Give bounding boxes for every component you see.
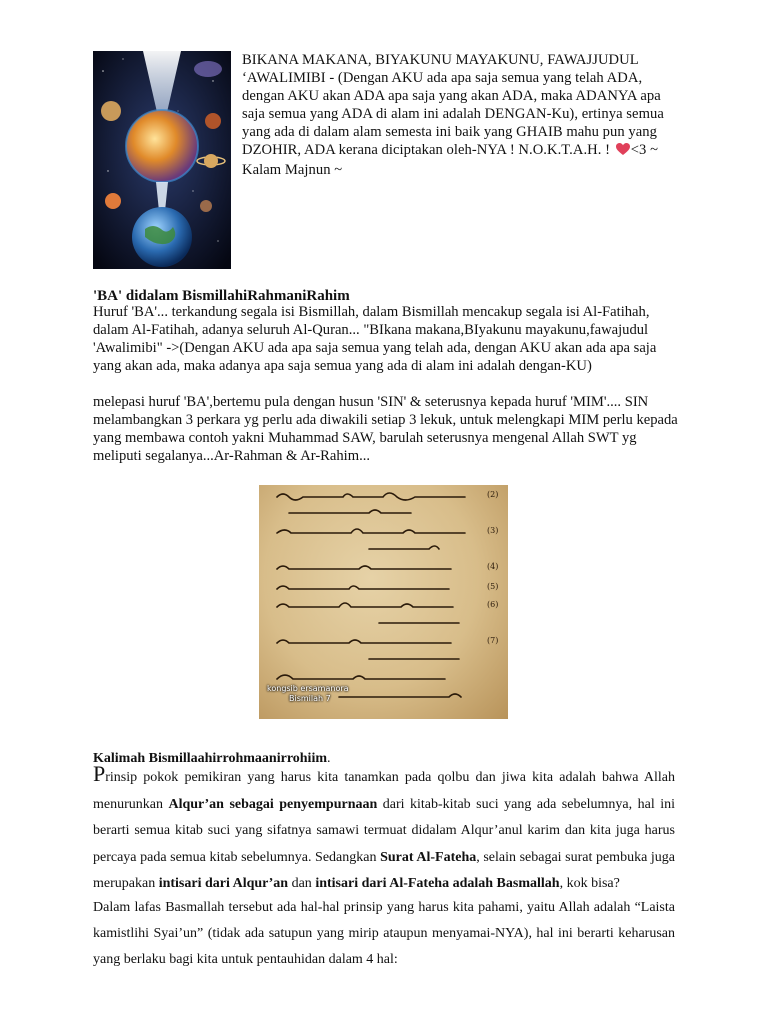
image-caption-line-1: kongsib ersamanora (267, 684, 349, 693)
image-caption (267, 684, 397, 704)
k-p1-h: intisari dari Al-Fateha adalah Basmallah (315, 876, 560, 891)
k-p1-d: Surat Al-Fateha (380, 849, 477, 865)
verse-number-5: (5) (487, 582, 499, 591)
k-p1-e: , selain sebagai surat pembuka juga merupakan (93, 849, 675, 891)
intro-paragraph (242, 51, 682, 179)
verse-number-7: (7) (487, 636, 499, 645)
ba-section-body (93, 303, 688, 465)
dropcap-letter: P (93, 761, 106, 786)
kalimah-heading-suffix: . (327, 751, 331, 766)
kalimah-paragraph-2: Dalam lafas Basmallah tersebut ada hal-hal prinsip yang harus kita pahami, yaitu Allah adalah “Laista kamistlihi Syai’un” (tidak ada satupun yang mirip ataupun menyamai-NYA), hal ini berarti keharusan yang berlaku bagi kita untuk pentauhidan dalam 4 hal: (93, 899, 675, 967)
intro-signature: <3 ~ Kalam Majnun ~ (242, 142, 659, 178)
kalimah-heading-text: Kalimah Bismillaahirrohmaanirrohiim (93, 751, 328, 766)
k-p1-i: , kok bisa? (559, 876, 620, 891)
k-p1-c: dari kitab-kitab suci yang ada sebelumnya, hal ini berarti semua kitab suci yang sifatnya samawi termuat didalam Alqur’anul karim dan kita juga harus percaya pada semua kitab sebelumnya. Sedangkan (93, 796, 675, 865)
image-caption-line-2: Bismilah 7 (289, 694, 331, 703)
ba-paragraph-1: Huruf 'BA'... terkandung segala isi Bismillah, dalam Bismillah mencakup segala isi Al-Fatihah, dalam Al-Fatihah, adanya seluruh Al-Quran... "BIkana makana,BIyakunu mayakunu,fawajudul 'Awalimibi" ->(Dengan AKU ada apa saja semua yang telah ada, dengan AKU akan ada apa saja yang akan ada, maka adanya apa saja semua yang ada di alam ini adalah dengan-KU) (93, 304, 657, 374)
k-p1-b: Alqur’an sebagai penyempurnaan (168, 796, 378, 812)
heart-icon (616, 143, 630, 161)
k-p1-f: intisari dari Alqur’an (158, 876, 289, 891)
verse-number-6: (6) (487, 600, 499, 609)
ba-paragraph-2: melepasi huruf 'BA',bertemu pula dengan husun 'SIN' & seterusnya kepada huruf 'MIM'.... SIN melambangkan 3 perkara yg perlu ada diwakili setiap 3 lekuk, untuk melengkapi MIM perlu kepada yang membawa contoh yakni Muhammad SAW, barulah seterusnya mengenal Allah SWT yg meliputi segalanya...Ar-Rahman & Ar-Rahim... (93, 394, 678, 464)
intro-text: BIKANA MAKANA, BIYAKUNU MAYAKUNU, FAWAJJUDUL ‘AWALIMIBI - (Dengan AKU ada apa saja semua yang telah ADA, dengan AKU akan ADA apa saja yang akan ADA, maka ADANYA apa saja semua yang ADA di alam ini adalah DENGAN-Ku), ertinya semua yang ada di dalam alam semesta ini baik yang GHAIB mahu pun yang DZOHIR, ADA kerana diciptakan oleh-NYA ! N.O.K.T.A.H. ! (242, 52, 664, 158)
verse-number-2: (2) (487, 490, 499, 499)
cosmic-artwork-image (93, 51, 231, 269)
verse-number-4: (4) (487, 562, 499, 571)
arabic-verses-image (259, 485, 508, 719)
kalimah-body (93, 761, 675, 973)
k-p1-a: rinsip pokok pemikiran yang harus kita tanamkan pada qolbu dan jiwa kita adalah bahwa Allah menurunkan (93, 770, 675, 812)
kalimah-paragraph-1 (93, 761, 675, 898)
ba-section-heading: 'BA' didalam BismillahiRahmaniRahim (93, 288, 350, 304)
verse-number-3: (3) (487, 526, 499, 535)
k-p1-g: dan (288, 876, 316, 891)
